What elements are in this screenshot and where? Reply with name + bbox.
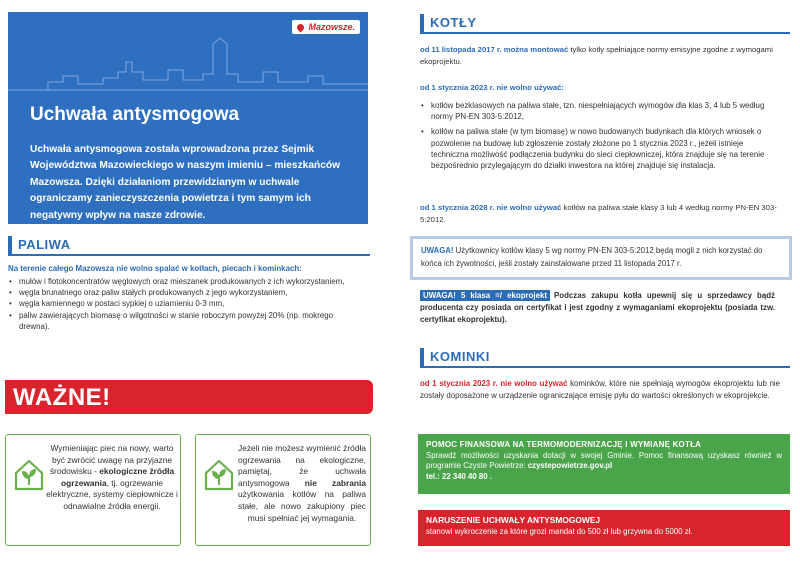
kotly-p3: od 1 stycznia 2028 r. nie wolno używać kotłów na paliwa stałe klasy 3 lub 4 według normy PN-EN 303-5:2012. (420, 203, 777, 224)
uwaga-box: UWAGA! Użytkownicy kotłów klasy 5 wg normy PN-EN 303-5:2012 będą mogli z nich korzystać do końca ich żywotności, jeśli zostały zainstalowane przed 11 listopada 2017 r. (410, 236, 792, 280)
hero-banner (8, 12, 368, 224)
kotly-heading: KOTŁY (420, 14, 790, 34)
kotly-p1: od 11 listopada 2017 r. można montować tylko kotły spełniające normy emisyjne zgodne z wymogami ekoprojektu. (420, 45, 773, 66)
pomoc-text: Sprawdź możliwości uzyskania dotacji w swojej Gminie. Pomoc finansową uzyskasz również w programie Czyste Powietrze: czystepowietrze.gov.pl tel.: 22 340 40 80 . (426, 451, 782, 481)
tip-card-text: Wymieniając piec na nowy, warto być zwrócić uwagę na przyjazne środowisku - ekologiczne źródła ogrzewania, tj. ogrzewanie elektryczne, systemy ciepłownicze i odnawialne źródła energii. (46, 443, 178, 511)
wazne-banner: WAŻNE! (5, 380, 373, 414)
kotly-list (420, 100, 782, 175)
tip-card-ekologiczne (5, 434, 181, 546)
naruszenie-title: NARUSZENIE UCHWAŁY ANTYSMOGOWEJ (426, 515, 601, 525)
heart-icon (296, 22, 306, 32)
list-item: • kotłów na paliwa stałe (w tym biomasę) w nowo budowanych budynkach dla których wniosek o pozwolenie na budowę lub zgłoszenie zostały złożone po 1 stycznia 2023 r., jeżeli istnieje techniczna możliwość podłączenia budynku do sieci ciepłowniczej, która znajduje się na terenie bezpośrednio przylegającym do działki inwestora na której znajduje się instalacja. (420, 126, 782, 171)
pomoc-title: POMOC FINANSOWA NA TERMOMODERNIZACJĘ I WYMIANĘ KOTŁA (426, 440, 702, 449)
tip-card-text: Jeżeli nie możesz wymienić źródła ogrzewania na ekologiczne, pamiętaj, że uchwała antysmogowa nie zabrania użytkowania kotłów na paliwa stałe, ale nowo zakupiony piec musi spełniać jej wymagania. (238, 443, 366, 523)
list-item: • węgla brunatnego oraz paliw stałych produkowanych z jego wykorzystaniem, (8, 287, 363, 298)
kominki-text: od 1 stycznia 2023 r. nie wolno używać kominków, które nie spełniają wymogów ekoprojektu lub nie zostały doposażone w urządzenie ograniczające emisję pyłu do wartości określonych w ekoprojekcie. (420, 379, 780, 400)
tip-card-uchwala (195, 434, 371, 546)
list-item: • mułów i flotokoncentratów węglowych oraz mieszanek produkowanych z ich wykorzystaniem, (8, 276, 363, 287)
kotly-p2: od 1 stycznia 2023 r. nie wolno używać: (420, 83, 564, 92)
list-item: • kotłów bezklasowych na paliwa stałe, tzn. niespełniających wymogów dla klas 3, 4 lub 5 według normy PN-EN 303-5:2012, (420, 100, 782, 122)
pomoc-phone: tel.: 22 340 40 80 . (426, 471, 492, 481)
paliwa-heading: PALIWA (8, 236, 370, 256)
paliwa-lead: Na terenie całego Mazowsza nie wolno spalać w kotłach, piecach i kominkach: (8, 264, 302, 273)
city-skyline-graphic (8, 32, 368, 92)
naruszenie-box (418, 510, 790, 546)
eco-house-icon (12, 455, 46, 493)
hero-description: Uchwała antysmogowa została wprowadzona przez Sejmik Województwa Mazowieckiego w naszym imieniu – mieszkańców Mazowsza. Dzięki działaniom przewidzianym w uchwale ograniczamy zanieczyszczenia powietrza i tym samym ich negatywny wpływ na nasze zdrowie. (30, 144, 341, 221)
list-item: • węgla kamiennego w postaci sypkiej o uziarnieniu 0-3 mm, (8, 298, 363, 309)
naruszenie-text: stanowi wykroczenie za które grozi mandat do 500 zł lub grzywna do 5000 zł. (426, 527, 693, 536)
eco-house-icon (202, 455, 236, 493)
mazowsze-logo: Mazowsze. (292, 20, 360, 34)
page-title: Uchwała antysmogowa (30, 104, 240, 125)
kominki-heading: KOMINKI (420, 348, 790, 368)
pomoc-website[interactable]: czystepowietrze.gov.pl (527, 461, 613, 471)
list-item: • paliw zawierających biomasę o wilgotności w stanie roboczym powyżej 20% (np. mokrego drewna). (8, 310, 363, 332)
paliwa-list (8, 276, 363, 332)
pomoc-finansowa-box (418, 434, 790, 494)
ekoprojekt-tag: UWAGA! 5 klasa =/ ekoprojekt (420, 290, 550, 301)
ekoprojekt-note: UWAGA! 5 klasa =/ ekoprojekt Podczas zakupu kotła upewnij się u sprzedawcy bądź producenta czy posiada on certyfikat i jest zgodny z wymaganiami ekoprojektu (posiada tzw. certyfikat ekoprojektu). (420, 291, 776, 324)
